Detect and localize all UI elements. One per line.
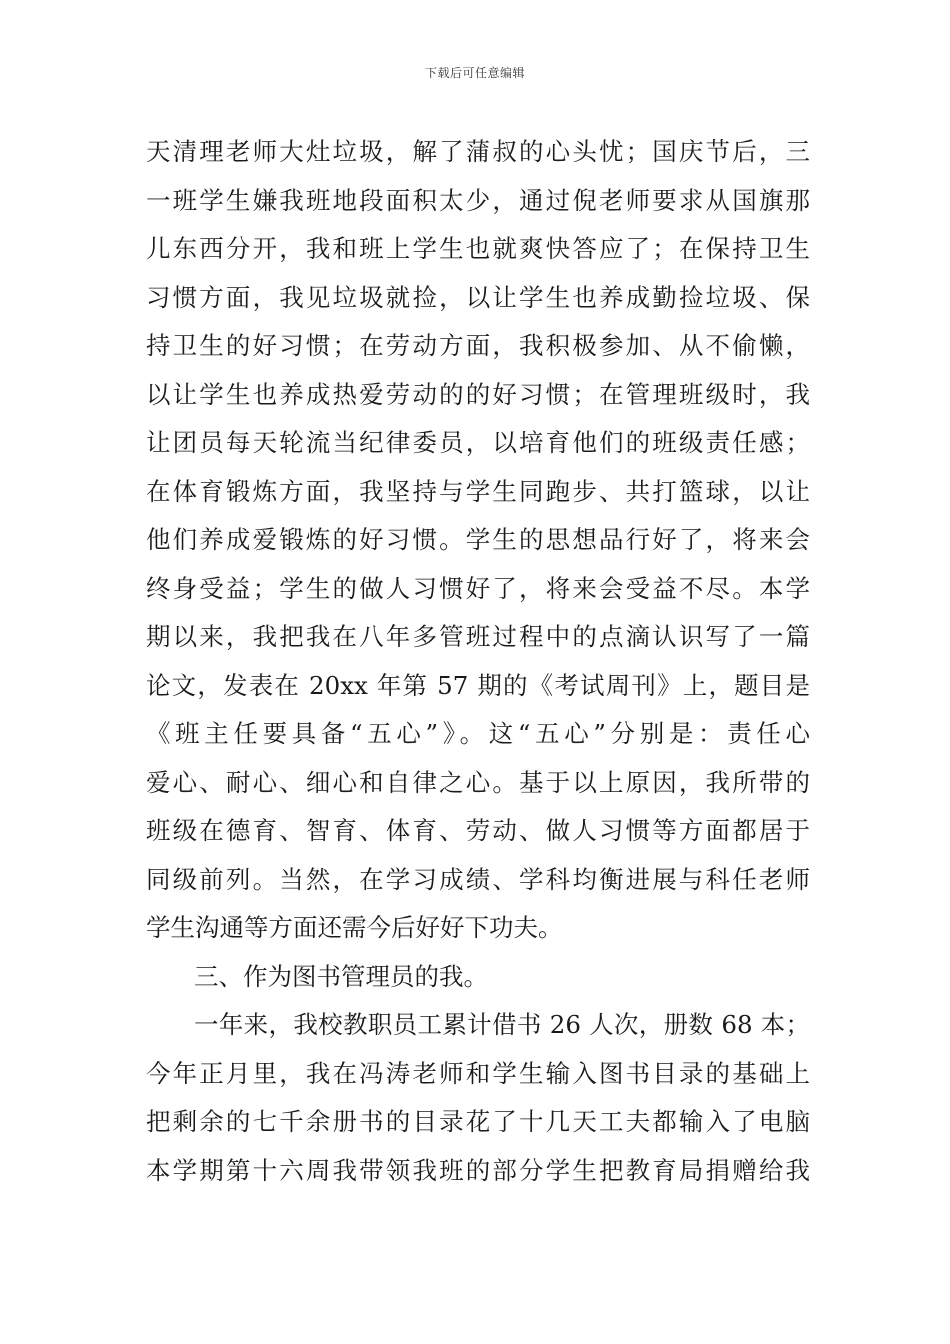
text-line: 一年来，我校教职员工累计借书 26 人次，册数 68 本； [194, 1010, 810, 1039]
text-line: 三、作为图书管理员的我。 [194, 961, 488, 991]
text-line: 今年正月里，我在冯涛老师和学生输入图书目录的基础上 [146, 1058, 810, 1088]
text-line: 让团员每天轮流当纪律委员，以培育他们的班级责任感； [146, 428, 810, 457]
page-header: 下载后可任意编辑 [424, 66, 525, 80]
text-line: 学生沟通等方面还需今后好好下功夫。 [146, 913, 563, 942]
text-line: 本学期第十六周我带领我班的部分学生把教育局捐赠给我 [146, 1155, 810, 1185]
text-line: 把剩余的七千余册书的目录花了十几天工夫都输入了电脑 [146, 1107, 810, 1136]
text-line: 期以来，我把我在八年多管班过程中的点滴认识写了一篇 [146, 622, 810, 651]
text-line: 以让学生也养成热爱劳动的的好习惯；在管理班级时，我 [146, 379, 810, 409]
text-line: 论文，发表在 20xx 年第 57 期的《考试周刊》上，题目是 [146, 670, 810, 700]
text-line: 班级在德育、智育、体育、劳动、做人习惯等方面都居于 [146, 816, 810, 845]
text-line: 一班学生嫌我班地段面积太少，通过倪老师要求从国旗那 [146, 185, 810, 215]
text-line: 《班主任要具备“五心”》。这“五心”分别是：责任心 [146, 719, 810, 748]
text-line: 儿东西分开，我和班上学生也就爽快答应了；在保持卫生 [146, 234, 810, 263]
text-line: 爱心、耐心、细心和自律之心。基于以上原因，我所带的 [146, 767, 810, 797]
text-line: 终身受益；学生的做人习惯好了，将来会受益不尽。本学 [146, 573, 810, 603]
text-line: 同级前列。当然，在学习成绩、学科均衡进展与科任老师 [146, 864, 810, 894]
text-line: 他们养成爱锻炼的好习惯。学生的思想品行好了，将来会 [146, 525, 810, 554]
text-line: 在体育锻炼方面，我坚持与学生同跑步、共打篮球，以让 [146, 476, 810, 506]
body-text [146, 128, 810, 1195]
text-line: 习惯方面，我见垃圾就捡，以让学生也养成勤捡垃圾、保 [146, 282, 810, 312]
text-line: 天清理老师大灶垃圾，解了蒲叔的心头忧；国庆节后，三 [146, 137, 810, 166]
text-line: 持卫生的好习惯；在劳动方面，我积极参加、从不偷懒， [146, 331, 810, 360]
